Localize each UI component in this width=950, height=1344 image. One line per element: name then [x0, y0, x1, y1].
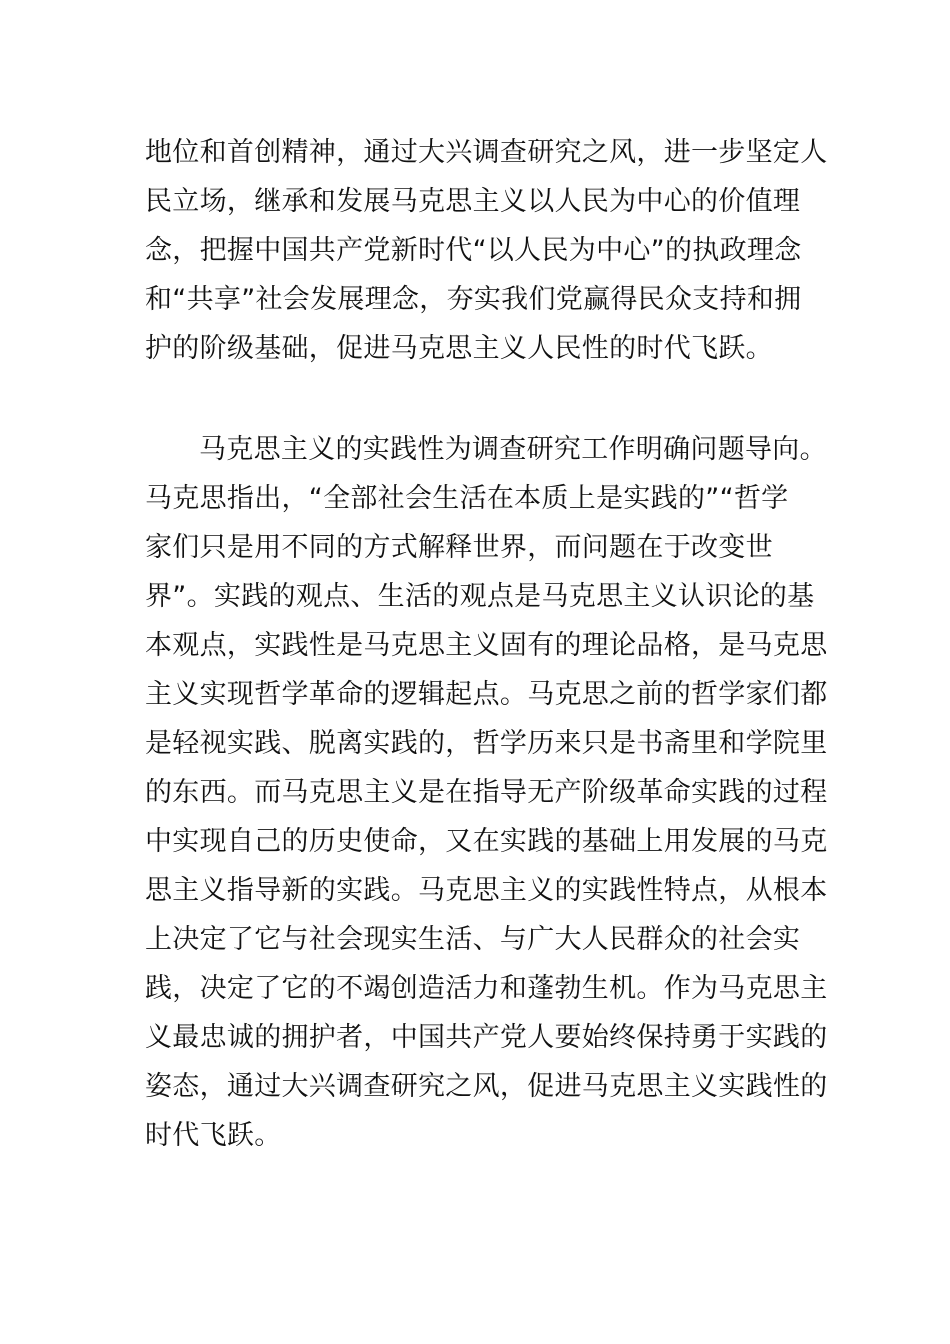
paragraph-line: 的东西。而马克思主义是在指导无产阶级革命实践的过程 — [145, 777, 828, 808]
paragraph-line: 民立场，继承和发展马克思主义以人民为中心的价值理 — [145, 186, 801, 217]
paragraph-line: 家们只是用不同的方式解释世界，而问题在于改变世 — [145, 532, 773, 563]
paragraph-line: 义最忠诚的拥护者，中国共产党人要始终保持勇于实践的 — [145, 1022, 828, 1053]
paragraph-first-line: 马克思主义的实践性为调查研究工作明确问题导向。 — [199, 434, 827, 465]
paragraph-line: 本观点，实践性是马克思主义固有的理论品格，是马克思 — [145, 630, 828, 661]
paragraph-line: 是轻视实践、脱离实践的，哲学历来只是书斋里和学院里 — [145, 728, 828, 759]
paragraph-line: 护的阶级基础，促进马克思主义人民性的时代飞跃。 — [145, 333, 773, 364]
paragraph-line: 中实现自己的历史使命，又在实践的基础上用发展的马克 — [145, 826, 828, 857]
paragraph-line: 姿态，通过大兴调查研究之风，促进马克思主义实践性的 — [145, 1071, 828, 1102]
paragraph-1 — [145, 128, 828, 373]
paragraph-line: 马克思指出，“全部社会生活在本质上是实践的”“哲学 — [145, 483, 789, 514]
paragraph-2 — [145, 425, 828, 1160]
paragraph-line: 地位和首创精神，通过大兴调查研究之风，进一步坚定人 — [145, 137, 828, 168]
paragraph-line: 上决定了它与社会现实生活、与广大人民群众的社会实 — [145, 924, 801, 955]
paragraph-line: 念，把握中国共产党新时代“以人民为中心”的执政理念 — [145, 235, 802, 266]
paragraph-line: 思主义指导新的实践。马克思主义的实践性特点，从根本 — [145, 875, 828, 906]
paragraph-line: 时代飞跃。 — [145, 1120, 282, 1151]
paragraph-line: 践，决定了它的不竭创造活力和蓬勃生机。作为马克思主 — [145, 973, 828, 1004]
paragraph-line: 主义实现哲学革命的逻辑起点。马克思之前的哲学家们都 — [145, 679, 828, 710]
paragraph-line: 和“共享”社会发展理念，夯实我们党赢得民众支持和拥 — [145, 284, 802, 315]
paragraph-line: 界”。实践的观点、生活的观点是马克思主义认识论的基 — [145, 581, 815, 612]
